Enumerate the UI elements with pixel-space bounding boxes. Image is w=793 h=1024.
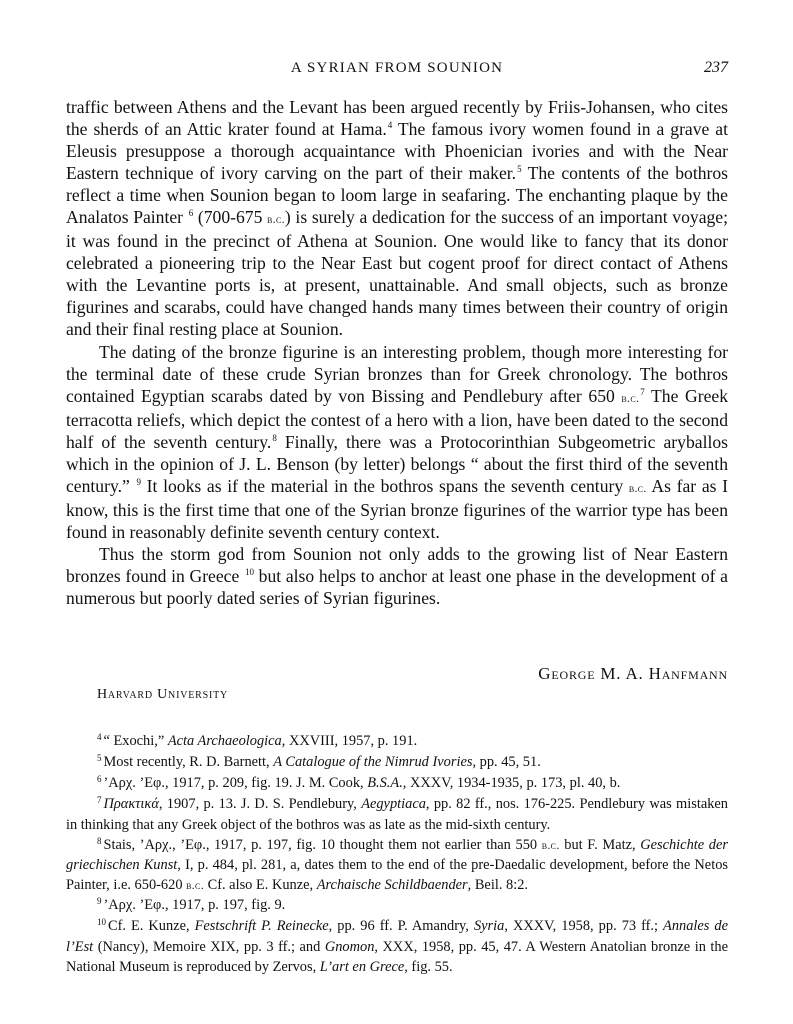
running-title: A SYRIAN FROM SOUNION [290, 60, 504, 76]
citation-title: Aegyptiaca [361, 795, 426, 812]
citation-title: Annales de l’Est [66, 918, 729, 956]
citation-title: B.S.A. [367, 774, 403, 791]
footnote-ref-8[interactable]: 8 [272, 432, 277, 443]
text-run: , XXX, 1958, pp. 45, 47. A Western Anatolian bronze in the National Museum is reproduced by Zervos, [66, 939, 728, 975]
era-abbrev: b.c. [186, 878, 204, 893]
paragraph-2 [66, 341, 728, 543]
text-run: Cf. E. Kunze, [108, 918, 195, 935]
footnote-ref-7[interactable]: 7 [640, 386, 645, 397]
era-abbrev: b.c. [621, 390, 640, 405]
footnote-ref-10[interactable]: 10 [244, 566, 254, 577]
text-run: , Beil. 8:2. [467, 877, 528, 894]
text-run: Thus the storm god from Sounion not only adds to the growing list of Near Eastern bronzes found in Greece [66, 543, 728, 586]
citation-title: Archaische Schildbaender [316, 877, 468, 894]
text-run: (Nancy), Memoire XIX, pp. 3 ff.; and [93, 939, 325, 956]
citation-title: L’art en Grece [319, 958, 405, 975]
text-run: , 1907, p. 13. J. D. S. Pendlebury, [158, 795, 362, 812]
citation-title: Syria [473, 918, 505, 935]
text-run: (700-675 [193, 207, 268, 228]
footnote-number: 7 [97, 794, 102, 805]
text-run: , fig. 55. [404, 958, 453, 975]
footnotes [66, 732, 728, 978]
text-run: but F. Matz, [559, 836, 641, 853]
footnote-6 [66, 774, 728, 795]
text-run: , XXXV, 1958, pp. 73 ff.; [504, 918, 664, 935]
footnote-ref-6[interactable]: 6 [188, 208, 194, 219]
text-run: , XXVIII, 1957, p. 191. [281, 733, 418, 749]
text-run: “ Exochi,” [103, 733, 168, 749]
citation-title: Geschichte der griechischen Kunst [66, 836, 728, 874]
text-run: , 1917, p. 209, fig. 19. J. M. Cook, [164, 774, 368, 791]
citation-title: Gnomon [324, 939, 375, 956]
author-signature: George M. A. Hanfmann [538, 664, 728, 683]
era-abbrev: b.c. [267, 212, 285, 227]
text-run: Cf. also E. Kunze, [204, 877, 317, 894]
footnote-9 [66, 896, 728, 917]
page-number: 237 [704, 59, 728, 76]
main-text [66, 96, 728, 609]
footnote-ref-4[interactable]: 4 [387, 120, 393, 131]
text-run: Stais, ’Αρχ., ’Εφ., 1917, p. 197, fig. 10 thought them not earlier than 550 [103, 836, 542, 853]
era-abbrev: b.c. [628, 480, 647, 495]
text-run: , 1917, p. 197, fig. 9. [164, 897, 286, 914]
author-affiliation: Harvard University [97, 687, 229, 702]
text-run: The dating of the bronze figurine is an interesting problem, though more interesting for the terminal date of these crude Syrian bronzes than for Greek chronology. The bothros contained Egyptian scarabs dated by von Bissing and Pendlebury after 650 [66, 341, 728, 406]
citation-title: A Catalogue of the Nimrud Ivories [273, 753, 473, 770]
paragraph-1 [66, 96, 728, 341]
text-run: The famous ivory women found in a grave at Eleusis presuppose a thorough acquaintance with Phoenician ivories and with the Near Eastern technique of ivory carving on the part of their maker. [66, 119, 728, 184]
text-run: Finally, there was a Protocorinthian Subgeometric aryballos which in the opinion of J. L. Benson (by letter) belongs “ about the first third of the seventh century.” [66, 431, 728, 496]
citation-title: Πρακτικά [103, 795, 159, 812]
footnote-number: 9 [97, 896, 102, 907]
page-header [66, 60, 728, 82]
footnote-number: 10 [97, 917, 106, 928]
footnote-4 [66, 732, 728, 753]
footnote-8 [66, 836, 728, 897]
text-run: , pp. 45, 51. [472, 753, 541, 770]
text-run: The contents of the bothros reflect a time when Sounion began to loom large in seafaring. The enchanting plaque by the Analatos Painter [66, 163, 729, 228]
footnote-ref-5[interactable]: 5 [517, 164, 522, 175]
text-run: Most recently, R. D. Barnett, [103, 753, 274, 770]
text-run: The Greek terracotta reliefs, which depict the contest of a hero with a lion, have been dated to the second half of the seventh century. [66, 385, 728, 452]
footnote-5 [66, 753, 728, 774]
citation-title: Festschrift P. Reinecke [194, 918, 329, 935]
footnote-number: 6 [97, 773, 102, 784]
footnote-10 [66, 917, 728, 978]
text-run: ’Αρχ. ’Εφ. [103, 774, 165, 791]
citation-title: Acta Archaeologica [167, 733, 282, 749]
text-run: ’Αρχ. ’Εφ. [103, 897, 165, 914]
footnote-ref-9[interactable]: 9 [136, 476, 141, 487]
text-run: It looks as if the material in the bothros spans the seventh century [141, 475, 629, 496]
text-run: , pp. 82 ff., nos. 176-225. Pendlebury was mistaken in thinking that any Greek object of the bothros was as late as the mid-sixth century. [66, 795, 728, 833]
text-run: As far as I know, this is the first time that one of the Syrian bronze figurines of the warrior type has been found in reasonably definite seventh century context. [66, 475, 729, 542]
footnote-7 [66, 795, 728, 836]
footnote-number: 8 [97, 835, 102, 846]
text-run: , XXXV, 1934-1935, p. 173, pl. 40, b. [402, 774, 621, 791]
footnote-number: 4 [97, 732, 102, 742]
text-run: ) is surely a dedication for the success of an important voyage; it was found in the precinct of Athena at Sounion. One would like to fancy that its donor celebrated a pioneering trip to the Near East but cogent proof for direct contact of Athens with the Levantine ports is, at present, unattainable. And small objects, such as bronze figurines and scarabs, could have changed hands many times between their country of origin and their final resting place at Sounion. [66, 207, 729, 340]
text-run: but also helps to anchor at least one phase in the development of a numerous but poorly dated series of Syrian figurines. [66, 565, 728, 609]
era-abbrev: b.c. [541, 837, 560, 852]
footnote-number: 5 [97, 752, 102, 763]
text-run: , pp. 96 ff. P. Amandry, [328, 918, 474, 935]
text-run: , I, p. 484, pl. 281, a, dates them to the end of the pre-Daedalic development, before the Netos Painter, i.e. 650-620 [66, 857, 728, 894]
text-run: traffic between Athens and the Levant has been argued recently by Friis-Johansen, who cites the sherds of an Attic krater found at Hama. [66, 97, 728, 140]
paragraph-3 [66, 543, 728, 609]
